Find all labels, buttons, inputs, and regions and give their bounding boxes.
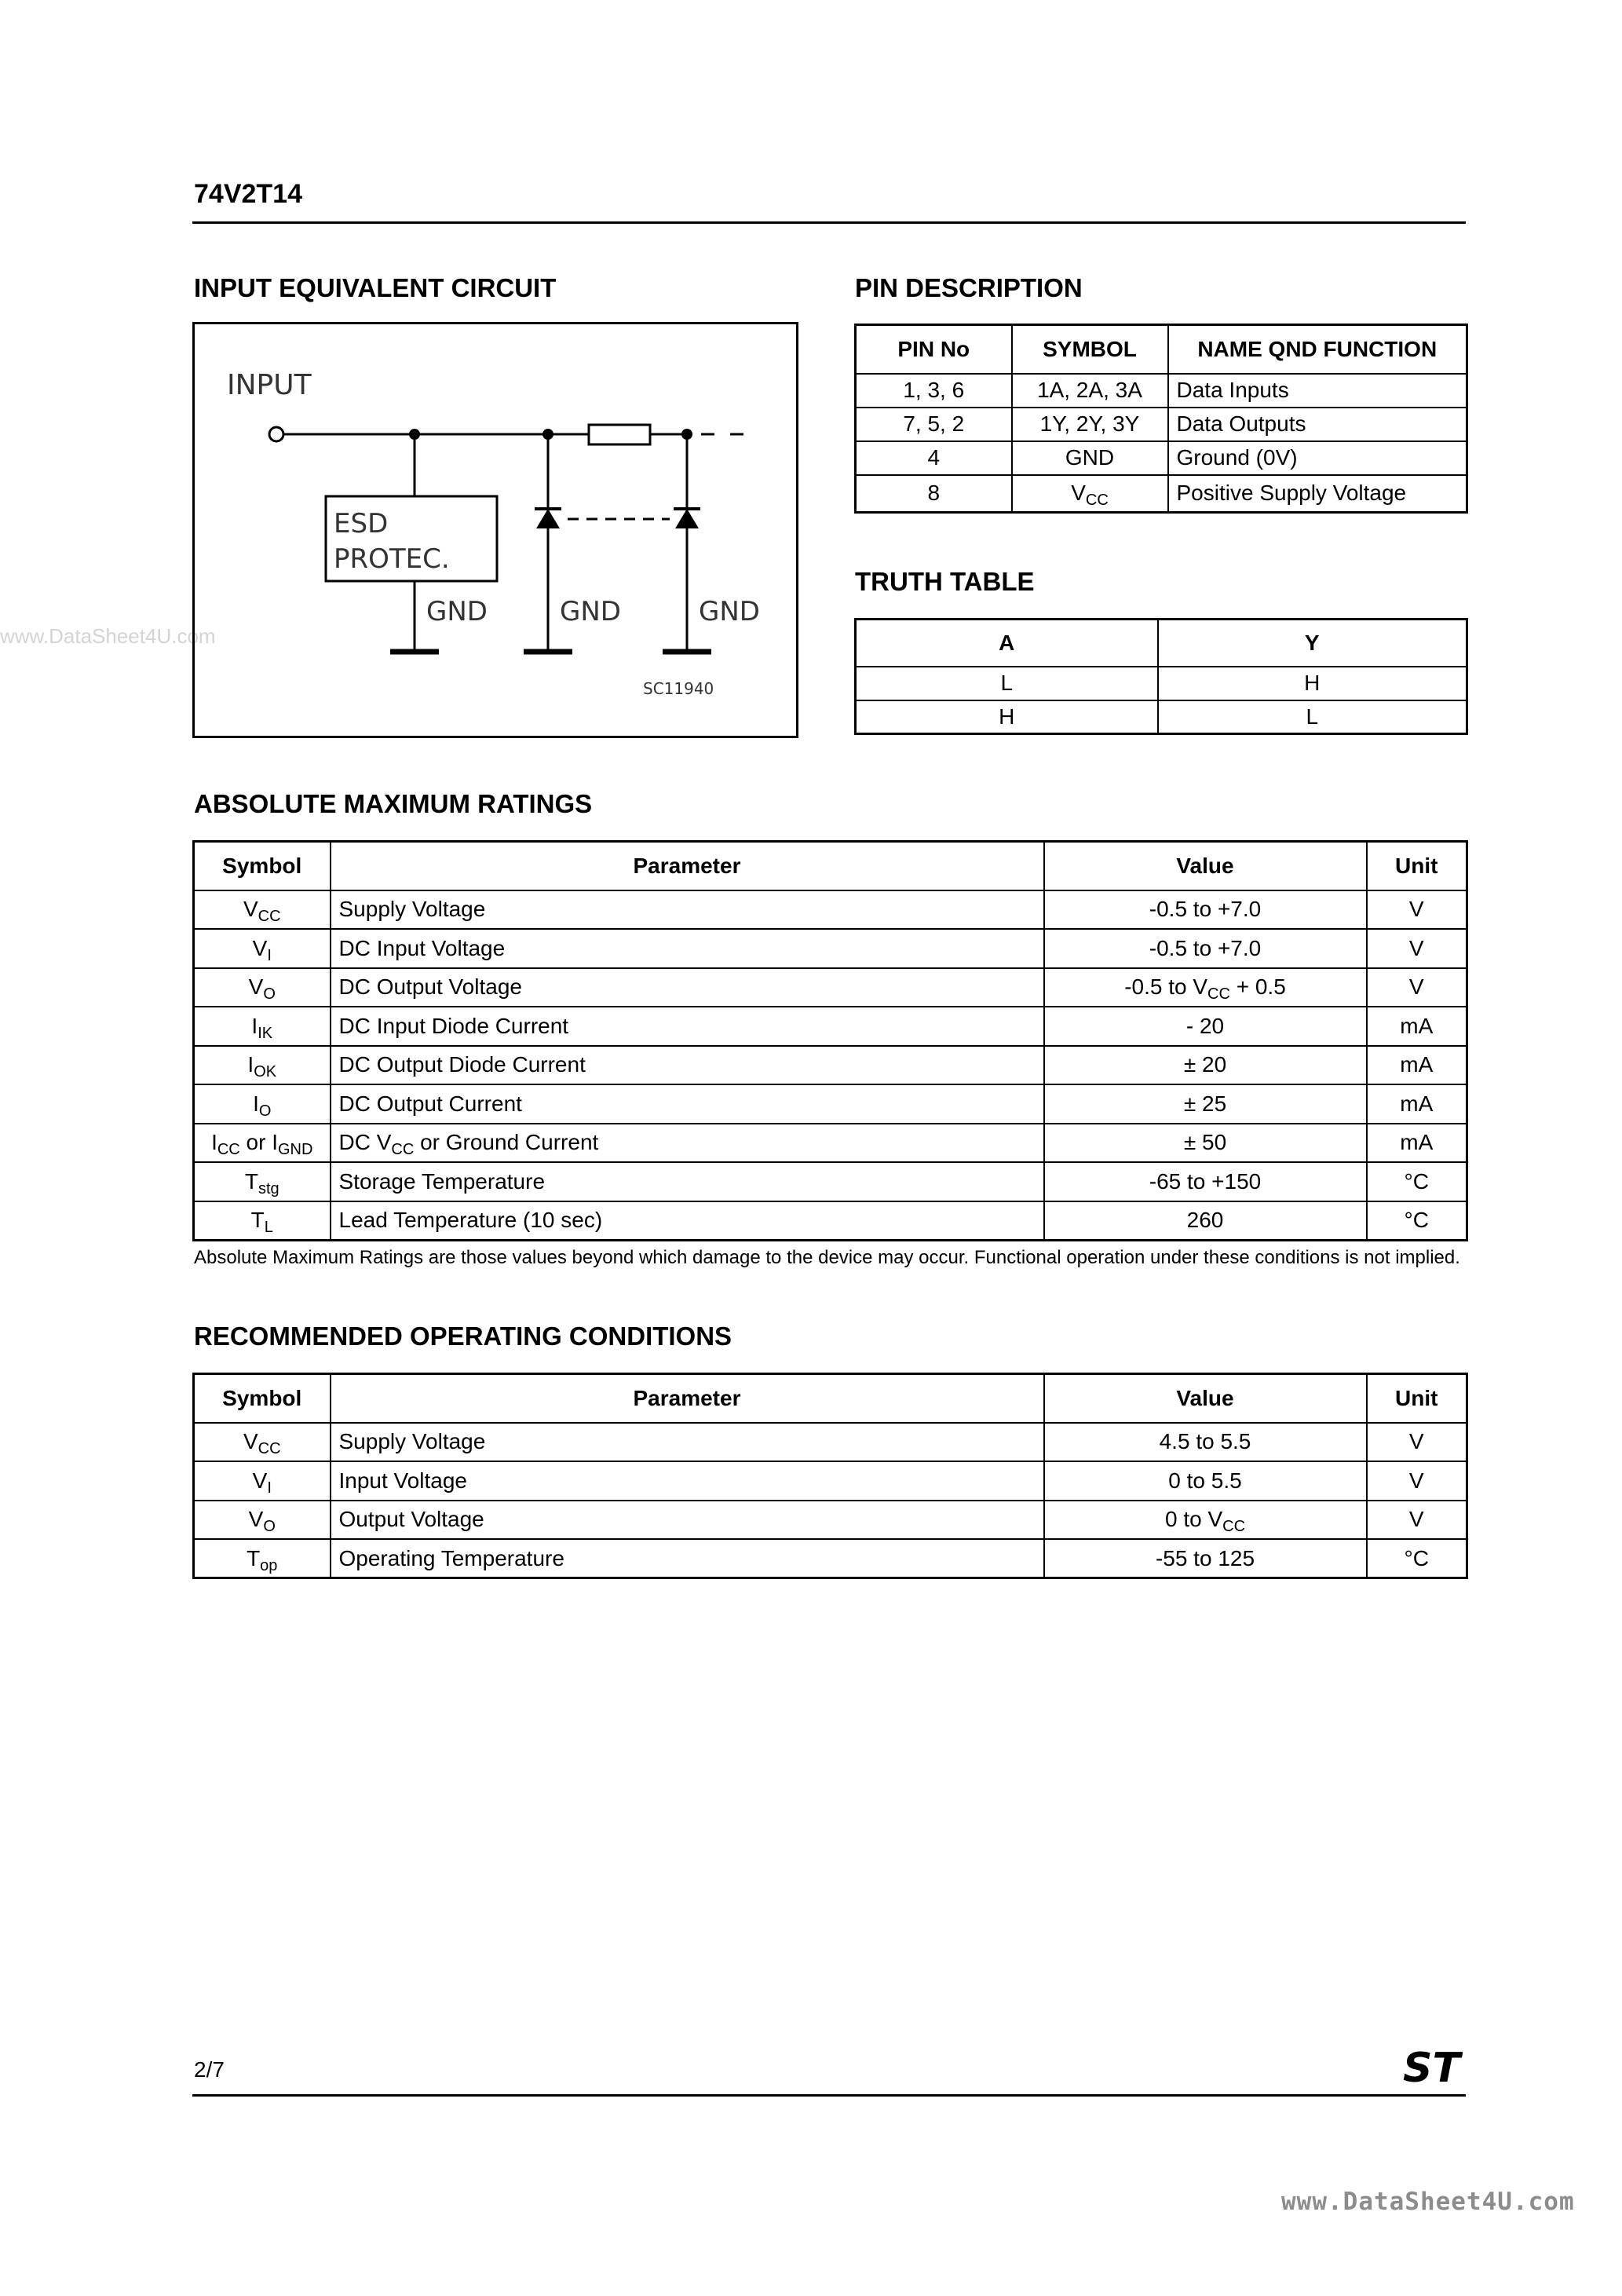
table-row bbox=[194, 1007, 1467, 1046]
table-row bbox=[194, 929, 1467, 968]
rec-value: 0 to $V_{CC}$ bbox=[1044, 1501, 1367, 1540]
truth-header-row bbox=[856, 620, 1467, 667]
abs-symbol: $V_I$ bbox=[194, 929, 331, 968]
pin-function: Data Inputs bbox=[1168, 374, 1467, 408]
pin-header-row bbox=[856, 325, 1467, 374]
rec-op-table bbox=[192, 1373, 1468, 1579]
truth-header-a: A bbox=[856, 620, 1158, 667]
rec-value: 0 to 5.5 bbox=[1044, 1461, 1367, 1501]
abs-unit: °C bbox=[1367, 1162, 1467, 1201]
rec-symbol: $V_I$ bbox=[194, 1461, 331, 1501]
abs-symbol: $V_{CC}$ bbox=[194, 890, 331, 930]
gnd-label-2: GND bbox=[560, 596, 621, 627]
st-logo-icon bbox=[1401, 2047, 1463, 2086]
rec-header-unit: Unit bbox=[1367, 1374, 1467, 1423]
table-row bbox=[194, 1162, 1467, 1201]
circuit-label-input: INPUT bbox=[227, 369, 312, 401]
truth-header-y: Y bbox=[1158, 620, 1467, 667]
abs-symbol: $T_{stg}$ bbox=[194, 1162, 331, 1201]
table-row bbox=[194, 1084, 1467, 1124]
pin-header-pin: PIN No bbox=[856, 325, 1012, 374]
table-row bbox=[194, 968, 1467, 1007]
rec-unit: °C bbox=[1367, 1539, 1467, 1578]
header-rule bbox=[192, 221, 1466, 224]
abs-parameter: Storage Temperature bbox=[331, 1162, 1044, 1201]
table-row bbox=[856, 667, 1467, 700]
abs-parameter: Lead Temperature (10 sec) bbox=[331, 1201, 1044, 1241]
rec-value: 4.5 to 5.5 bbox=[1044, 1423, 1367, 1462]
abs-symbol: $I_O$ bbox=[194, 1084, 331, 1124]
pin-function: Ground (0V) bbox=[1168, 441, 1467, 475]
rec-header-symbol: Symbol bbox=[194, 1374, 331, 1423]
abs-unit: °C bbox=[1367, 1201, 1467, 1241]
abs-parameter: Supply Voltage bbox=[331, 890, 1044, 930]
pin-function: Positive Supply Voltage bbox=[1168, 475, 1467, 513]
table-row bbox=[194, 1201, 1467, 1241]
esd-label-line2: PROTEC. bbox=[334, 543, 450, 575]
rec-value: -55 to 125 bbox=[1044, 1539, 1367, 1578]
abs-unit: mA bbox=[1367, 1007, 1467, 1046]
truth-cell-a: H bbox=[856, 700, 1158, 734]
abs-value: ± 25 bbox=[1044, 1084, 1367, 1124]
abs-parameter: DC Output Voltage bbox=[331, 968, 1044, 1007]
rec-symbol: $V_{CC}$ bbox=[194, 1423, 331, 1462]
rec-op-header-row bbox=[194, 1374, 1467, 1423]
table-row bbox=[856, 441, 1467, 475]
pin-number: 4 bbox=[856, 441, 1012, 475]
rec-parameter: Operating Temperature bbox=[331, 1539, 1044, 1578]
rec-header-parameter: Parameter bbox=[331, 1374, 1044, 1423]
st-logo-text: ST bbox=[1403, 2047, 1460, 2086]
input-terminal bbox=[269, 427, 283, 441]
abs-value: -0.5 to $V_{CC} + 0.5$ bbox=[1044, 968, 1367, 1007]
pin-number: 7, 5, 2 bbox=[856, 408, 1012, 441]
watermark-left: www.DataSheet4U.com bbox=[0, 624, 216, 648]
part-number-title: 74V2T14 bbox=[194, 179, 302, 209]
abs-max-table bbox=[192, 840, 1468, 1241]
abs-max-note: Absolute Maximum Ratings are those values beyond which damage to the device may occur. Functional operation under these conditions is not implied. bbox=[194, 1247, 1460, 1268]
abs-symbol: $V_O$ bbox=[194, 968, 331, 1007]
abs-parameter: DC Input Diode Current bbox=[331, 1007, 1044, 1046]
abs-symbol: $I_{OK}$ bbox=[194, 1046, 331, 1085]
rec-parameter: Output Voltage bbox=[331, 1501, 1044, 1540]
table-row bbox=[194, 1124, 1467, 1163]
table-row bbox=[194, 1461, 1467, 1501]
pin-description-title: PIN DESCRIPTION bbox=[855, 273, 1083, 302]
table-row bbox=[194, 1539, 1467, 1578]
series-resistor bbox=[589, 425, 650, 444]
abs-parameter: DC Output Diode Current bbox=[331, 1046, 1044, 1085]
abs-value: ± 50 bbox=[1044, 1124, 1367, 1163]
table-row bbox=[856, 374, 1467, 408]
table-row bbox=[856, 475, 1467, 513]
abs-header-symbol: Symbol bbox=[194, 842, 331, 890]
abs-value: -65 to +150 bbox=[1044, 1162, 1367, 1201]
gnd-label-1: GND bbox=[426, 596, 488, 627]
abs-symbol: $T_L$ bbox=[194, 1201, 331, 1241]
table-row bbox=[856, 700, 1467, 734]
abs-unit: V bbox=[1367, 929, 1467, 968]
pin-header-function: NAME QND FUNCTION bbox=[1168, 325, 1467, 374]
abs-parameter: DC $V_{CC}$ or Ground Current bbox=[331, 1124, 1044, 1163]
rec-parameter: Input Voltage bbox=[331, 1461, 1044, 1501]
rec-symbol: $V_O$ bbox=[194, 1501, 331, 1540]
rec-unit: V bbox=[1367, 1461, 1467, 1501]
esd-label-line1: ESD bbox=[334, 508, 389, 539]
truth-cell-y: H bbox=[1158, 667, 1467, 700]
watermark-right: www.DataSheet4U.com bbox=[1281, 2188, 1575, 2216]
pin-symbol: 1Y, 2Y, 3Y bbox=[1012, 408, 1168, 441]
pin-function: Data Outputs bbox=[1168, 408, 1467, 441]
input-circuit-title: INPUT EQUIVALENT CIRCUIT bbox=[194, 273, 557, 302]
rec-symbol: $T_{op}$ bbox=[194, 1539, 331, 1578]
truth-table bbox=[854, 618, 1468, 735]
abs-unit: V bbox=[1367, 890, 1467, 930]
abs-max-header-row bbox=[194, 842, 1467, 890]
input-equivalent-circuit-diagram bbox=[192, 322, 798, 738]
circuit-code: SC11940 bbox=[643, 679, 714, 698]
rec-parameter: Supply Voltage bbox=[331, 1423, 1044, 1462]
pin-symbol: GND bbox=[1012, 441, 1168, 475]
abs-max-title: ABSOLUTE MAXIMUM RATINGS bbox=[194, 789, 593, 818]
pin-number: 8 bbox=[856, 475, 1012, 513]
abs-header-parameter: Parameter bbox=[331, 842, 1044, 890]
footer-rule bbox=[192, 2094, 1466, 2097]
table-row bbox=[194, 1046, 1467, 1085]
abs-symbol: $I_{CC}$ or $I_{GND}$ bbox=[194, 1124, 331, 1163]
table-row bbox=[856, 408, 1467, 441]
abs-unit: V bbox=[1367, 968, 1467, 1007]
table-row bbox=[194, 1423, 1467, 1462]
diode2-body bbox=[675, 509, 699, 528]
table-row bbox=[194, 890, 1467, 930]
abs-header-value: Value bbox=[1044, 842, 1367, 890]
abs-symbol: $I_{IK}$ bbox=[194, 1007, 331, 1046]
abs-value: - 20 bbox=[1044, 1007, 1367, 1046]
truth-table-title: TRUTH TABLE bbox=[855, 567, 1035, 596]
abs-parameter: DC Output Current bbox=[331, 1084, 1044, 1124]
rec-unit: V bbox=[1367, 1423, 1467, 1462]
pin-symbol: 1A, 2A, 3A bbox=[1012, 374, 1168, 408]
abs-unit: mA bbox=[1367, 1084, 1467, 1124]
table-row bbox=[194, 1501, 1467, 1540]
abs-value: 260 bbox=[1044, 1201, 1367, 1241]
rec-header-value: Value bbox=[1044, 1374, 1367, 1423]
rec-op-title: RECOMMENDED OPERATING CONDITIONS bbox=[194, 1322, 732, 1351]
page-number: 2/7 bbox=[194, 2057, 225, 2082]
truth-cell-y: L bbox=[1158, 700, 1467, 734]
abs-value: -0.5 to +7.0 bbox=[1044, 929, 1367, 968]
pin-number: 1, 3, 6 bbox=[856, 374, 1012, 408]
abs-value: -0.5 to +7.0 bbox=[1044, 890, 1367, 930]
abs-parameter: DC Input Voltage bbox=[331, 929, 1044, 968]
pin-header-symbol: SYMBOL bbox=[1012, 325, 1168, 374]
pin-symbol: $V_{CC}$ bbox=[1012, 475, 1168, 513]
abs-unit: mA bbox=[1367, 1046, 1467, 1085]
abs-unit: mA bbox=[1367, 1124, 1467, 1163]
gnd-label-3: GND bbox=[699, 596, 760, 627]
abs-header-unit: Unit bbox=[1367, 842, 1467, 890]
abs-value: ± 20 bbox=[1044, 1046, 1367, 1085]
rec-unit: V bbox=[1367, 1501, 1467, 1540]
truth-cell-a: L bbox=[856, 667, 1158, 700]
pin-description-table bbox=[854, 324, 1468, 514]
diode1-body bbox=[536, 509, 560, 528]
